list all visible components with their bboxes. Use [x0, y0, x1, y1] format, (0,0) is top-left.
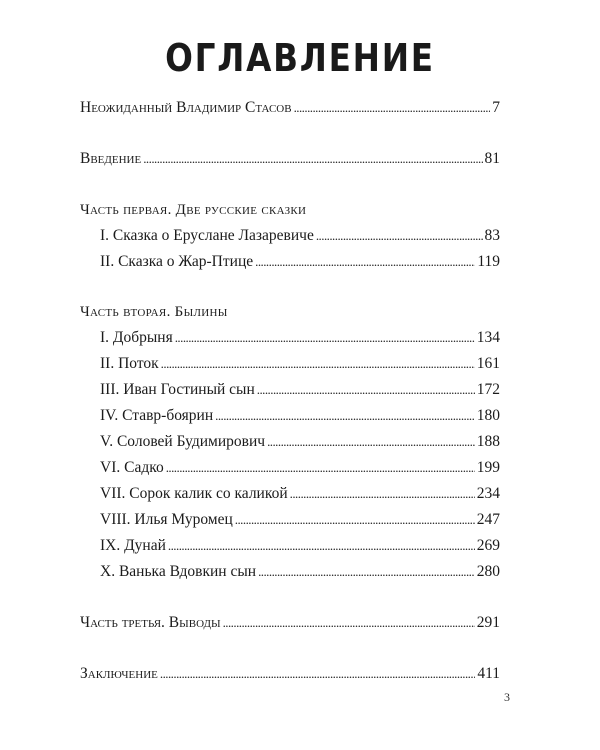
toc-entry-conclusion[interactable]	[80, 663, 500, 685]
dot-leader	[168, 535, 475, 557]
part-two-heading: Часть вторая. Былины	[80, 304, 228, 320]
toc-entry-label: V. Соловей Будимирович	[100, 433, 266, 450]
toc-entry-page: 247	[476, 511, 500, 528]
toc-entry-page: 280	[476, 563, 500, 580]
toc-entry-label: VI. Садко	[100, 459, 164, 476]
toc-entry-part2-item-5[interactable]	[100, 431, 500, 453]
toc-entry-label: Неожиданный Владимир Стасов	[80, 99, 292, 116]
toc-entry-part1-item-1[interactable]	[100, 225, 500, 247]
toc-entry-label: II. Сказка о Жар-Птице	[100, 253, 254, 270]
dot-leader	[290, 483, 475, 505]
toc-entry-part2-item-4[interactable]	[100, 405, 500, 427]
toc-entry-label: I. Добрыня	[100, 329, 173, 346]
toc-entry-part2-item-1[interactable]	[100, 327, 500, 349]
toc-entry-part2-item-10[interactable]	[100, 561, 500, 583]
toc-entry-page: 134	[476, 329, 500, 346]
toc-entry-part2-item-9[interactable]	[100, 535, 500, 557]
toc-entry-label: I. Сказка о Еруслане Лазаревиче	[100, 227, 314, 244]
dot-leader	[255, 251, 475, 273]
toc-entry-page: 119	[477, 253, 500, 270]
dot-leader	[166, 457, 475, 479]
dot-leader	[294, 97, 491, 119]
dot-leader	[257, 379, 475, 401]
toc-entry-label: VIII. Илья Муромец	[100, 511, 233, 528]
toc-entry-part2-item-3[interactable]	[100, 379, 500, 401]
toc-entry-page: 411	[477, 665, 500, 682]
toc-entry-label: Заключение	[80, 665, 158, 682]
toc-entry-part1-item-2[interactable]	[100, 251, 500, 273]
toc-entry-page: 180	[476, 407, 500, 424]
toc-entry-label: IX. Дунай	[100, 537, 166, 554]
dot-leader	[160, 663, 475, 685]
toc-entry-page: 161	[476, 355, 500, 372]
toc-entry-part2-item-7[interactable]	[100, 483, 500, 505]
dot-leader	[258, 561, 475, 583]
dot-leader	[235, 509, 475, 531]
dot-leader	[215, 405, 475, 427]
toc-entry-part2-item-2[interactable]	[100, 353, 500, 375]
toc-entry-label: Введение	[80, 150, 142, 167]
page-number: 3	[504, 690, 510, 704]
toc-entry-part3[interactable]	[80, 612, 500, 634]
toc-entry-page: 199	[476, 459, 500, 476]
dot-leader	[267, 431, 475, 453]
toc-entry-page: 291	[476, 614, 500, 631]
page-title: ОГЛАВЛЕНИЕ	[165, 36, 435, 80]
dot-leader	[161, 353, 475, 375]
toc-entry-label: III. Иван Гостиный сын	[100, 381, 255, 398]
toc-entry-page: 234	[476, 485, 500, 502]
toc-entry-label: Часть третья. Выводы	[80, 614, 221, 631]
toc-entry-page: 188	[476, 433, 500, 450]
toc-entry-label: IV. Ставр-боярин	[100, 407, 214, 424]
dot-leader	[316, 225, 483, 247]
toc-entry-stasov[interactable]	[80, 97, 500, 119]
toc-entry-page: 83	[484, 227, 500, 244]
toc-entry-page: 269	[476, 537, 500, 554]
toc-entry-label: X. Ванька Вдовкин сын	[100, 563, 257, 580]
toc-entry-part2-item-6[interactable]	[100, 457, 500, 479]
toc-entry-label: VII. Сорок калик со каликой	[100, 485, 288, 502]
dot-leader	[223, 612, 475, 634]
toc-entry-page: 172	[476, 381, 500, 398]
part-one-heading: Часть первая. Две русские сказки	[80, 202, 307, 218]
dot-leader	[175, 327, 475, 349]
toc-entry-page: 7	[492, 99, 500, 116]
toc-entry-introduction[interactable]	[80, 148, 500, 170]
toc-entry-page: 81	[484, 150, 500, 167]
toc-entry-part2-item-8[interactable]	[100, 509, 500, 531]
toc-entry-label: II. Поток	[100, 355, 159, 372]
dot-leader	[143, 148, 482, 170]
